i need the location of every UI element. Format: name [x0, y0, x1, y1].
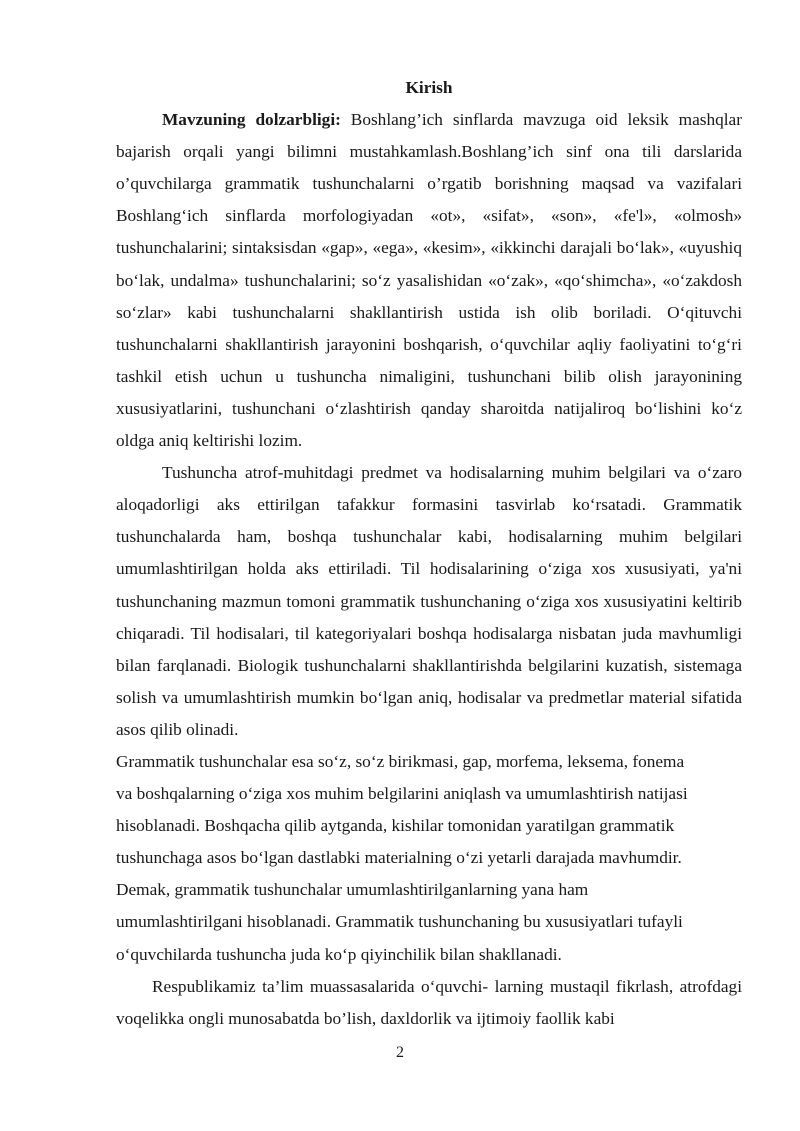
relevance-text: Boshlang’ich sinflarda mavzuga oid leksik mashqlar bajarish orqali yangi bilimni mustahkamlash.Boshlang’ich sinf ona tili darslarida o’quvchilarga grammatik tushunchalarni o’rgatib borishning maqsad va vazifalari Boshlang‘ich sinflarda morfologiyadan «ot», «sifat», «son», «fe'l», «olmosh» tushunchalarini; sintaksisdan «gap», «ega», «kesim», «ikkinchi darajali bo‘lak», «uyushiq bo‘lak, undalma» tushunchalarini; so‘z yasalishidan «o‘zak», «qo‘shimcha», «o‘zakdosh so‘zlar» kabi tushunchalarni shakllantirish ustida ish olib boriladi. O‘qituvchi tushunchalarni shakllantirish jarayonini boshqarish, o‘quvchilar aqliy faoliyatini to‘g‘ri tashkil etish uchun u tushuncha nimaligini, tushunchani bilib olish jarayonining xususiyatlarini, tushunchani o‘zlashtirish qanday sharoitda natijaliroq bo‘lishini ko‘z oldga aniq keltirishi lozim. — [116, 110, 742, 451]
paragraph-relevance — [116, 104, 742, 457]
paragraph-grammar — [116, 746, 742, 971]
grammar-line: tushunchaga asos bo‘lgan dastlabki materialning o‘zi yetarli darajada mavhumdir. — [116, 848, 682, 868]
grammar-line: Grammatik tushunchalar esa so‘z, so‘z birikmasi, gap, morfema, leksema, fonema — [116, 751, 685, 771]
grammar-line: Demak, grammatik tushunchalar umumlashtirilganlarning yana ham — [116, 880, 589, 900]
grammar-line: va boshqalarning o‘ziga xos muhim belgilarini aniqlash va umumlashtirish natijasi — [116, 784, 688, 804]
section-title: Kirish — [405, 78, 453, 97]
page-number: 2 — [396, 1044, 404, 1061]
paragraph-republic: Respublikamiz ta’lim muassasalarida o‘quvchi- larning mustaqil fikrlash, atrofdagi voqelikka ongli munosabatda bo’lish, daxldorlik va ijtimoiy faollik kabi — [116, 976, 742, 1028]
relevance-lead: Mavzuning dolzarbligi: — [162, 110, 341, 130]
grammar-line: hisoblanadi. Boshqacha qilib aytganda, kishilar tomonidan yaratilgan grammatik — [116, 816, 675, 836]
grammar-line: o‘quvchilarda tushuncha juda ko‘p qiyinchilik bilan shakllanadi. — [116, 944, 562, 964]
grammar-line: umumlashtirilgani hisoblanadi. Grammatik tushunchaning bu xususiyatlari tufayli — [116, 912, 683, 932]
paragraph-concept: Tushuncha atrof-muhitdagi predmet va hodisalarning muhim belgilari va o‘zaro aloqadorligi aks ettirilgan tafakkur formasini tasvirlab ko‘rsatadi. Grammatik tushunchalarda ham, boshqa tushunchalar kabi, hodisalarning muhim belgilari umumlashtirilgan holda aks ettiriladi. Til hodisalarining o‘ziga xos xususiyati, ya'ni tushunchaning mazmun tomoni grammatik tushunchaning o‘ziga xos xususiyatini keltirib chiqaradi. Til hodisalari, til kategoriyalari boshqa hodisalarga nisbatan juda mavhumligi bilan farqlanadi. Biologik tushunchalarni shakllantirishda belgilarini kuzatish, sistemaga solish va umumlashtirish mumkin bo‘lgan aniq, hodisalar va predmetlar material sifatida asos qilib olinadi. — [116, 463, 742, 739]
document-body — [116, 72, 742, 1035]
